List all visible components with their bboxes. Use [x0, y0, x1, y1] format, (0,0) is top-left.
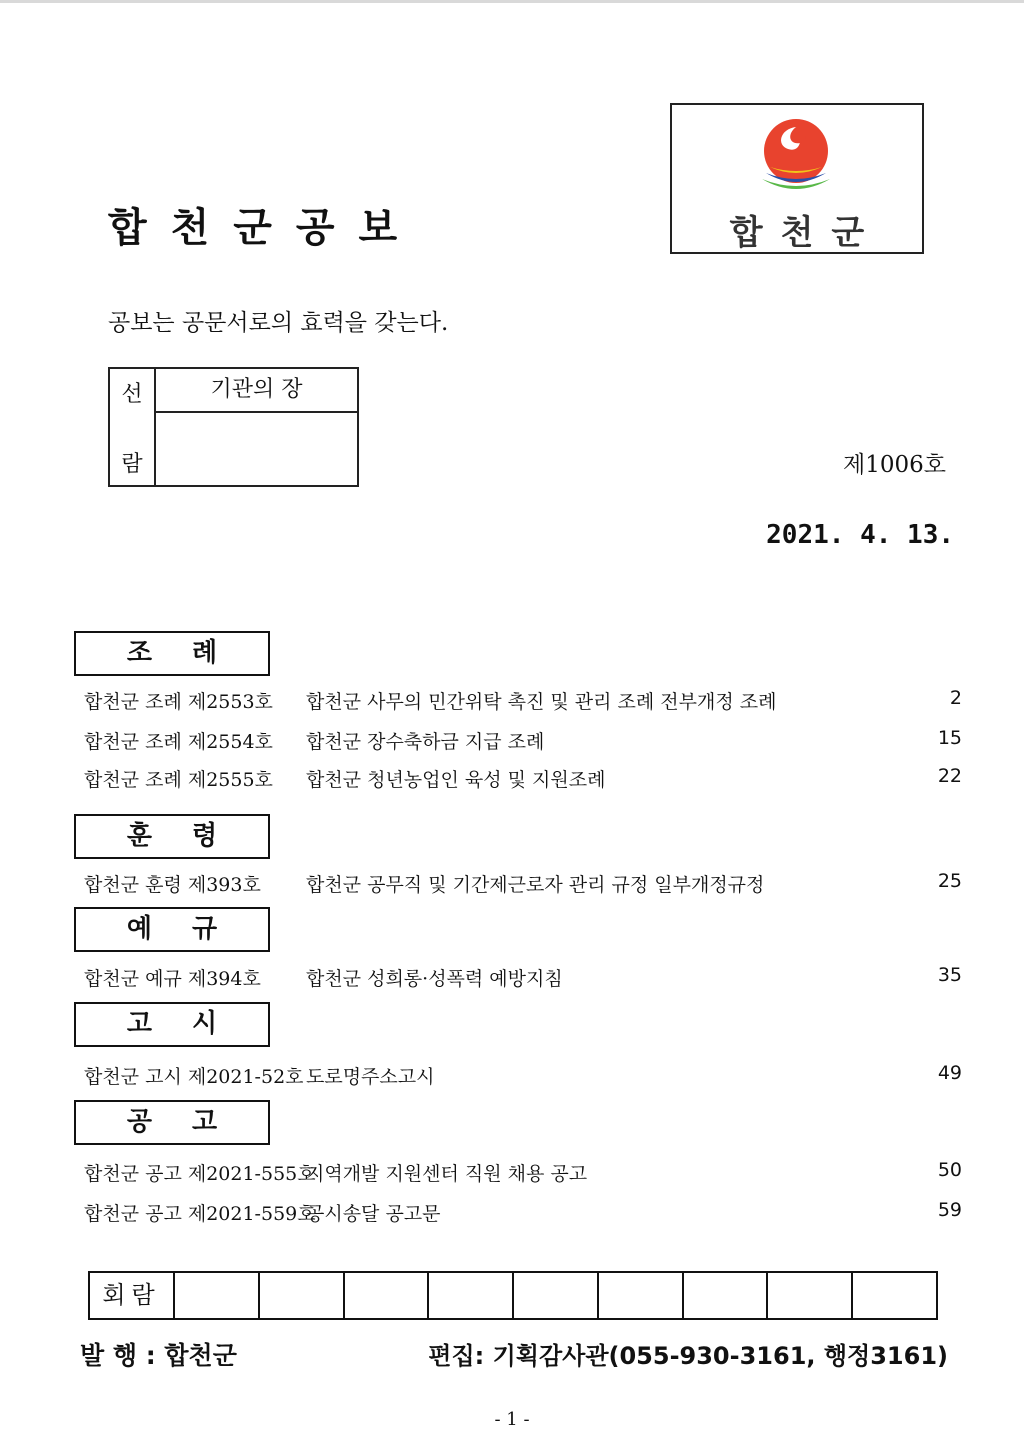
circulation-table — [88, 1271, 938, 1320]
section-header-rule: 예규 — [74, 907, 270, 952]
circulation-cell — [599, 1273, 684, 1318]
toc-entry[interactable] — [84, 1062, 962, 1090]
document-subtitle: 공보는 공문서로의 효력을 갖는다. — [108, 310, 449, 336]
entry-description: 합천군 성희롱·성폭력 예방지침 — [306, 968, 563, 990]
toc-entry[interactable] — [84, 727, 962, 755]
toc-entry[interactable] — [84, 1159, 962, 1187]
entry-page: 2 — [949, 687, 962, 709]
entry-code: 합천군 조례 제2553호 — [84, 691, 273, 713]
circulation-cell — [429, 1273, 514, 1318]
circulation-cell — [853, 1273, 936, 1318]
entry-code: 합천군 공고 제2021-559호 — [84, 1203, 316, 1225]
page-number: - 1 - — [494, 1409, 530, 1430]
toc-entry[interactable] — [84, 1199, 962, 1227]
review-header: 기관의 장 — [156, 369, 357, 413]
section-header-announcement: 공고 — [74, 1100, 270, 1145]
logo-text: 합천군 — [729, 213, 883, 253]
entry-page: 35 — [937, 964, 962, 986]
circulation-cell — [514, 1273, 599, 1318]
toc-entry[interactable] — [84, 870, 962, 898]
entry-code: 합천군 조례 제2554호 — [84, 731, 273, 753]
issue-date: 2021. 4. 13. — [766, 520, 954, 550]
publisher: 발 행 : 합천군 — [80, 1341, 237, 1370]
circulation-label: 회람 — [90, 1273, 175, 1318]
review-side-label — [110, 369, 156, 485]
circulation-cell — [260, 1273, 345, 1318]
circulation-cell — [345, 1273, 430, 1318]
entry-page: 22 — [937, 765, 962, 787]
entry-code: 합천군 고시 제2021-52호 — [84, 1066, 304, 1088]
entry-page: 49 — [937, 1062, 962, 1084]
circulation-cell — [175, 1273, 260, 1318]
editor-contact: 편집: 기획감사관(055-930-3161, 행정3161) — [428, 1342, 948, 1370]
entry-code: 합천군 조례 제2555호 — [84, 769, 273, 791]
entry-description: 합천군 공무직 및 기간제근로자 관리 규정 일부개정규정 — [306, 874, 765, 896]
document-title: 합천군공보 — [108, 205, 422, 251]
entry-page: 15 — [937, 727, 962, 749]
entry-description: 도로명주소고시 — [306, 1066, 435, 1088]
toc-entry[interactable] — [84, 687, 962, 715]
circulation-cell — [768, 1273, 853, 1318]
entry-page: 25 — [937, 870, 962, 892]
entry-description: 지역개발 지원센터 직원 채용 공고 — [306, 1163, 588, 1185]
toc-entry[interactable] — [84, 765, 962, 793]
section-header-ordinance: 조례 — [74, 631, 270, 676]
section-header-directive: 훈령 — [74, 814, 270, 859]
entry-description: 합천군 사무의 민간위탁 촉진 및 관리 조례 전부개정 조례 — [306, 691, 777, 713]
issue-number: 제1006호 — [843, 452, 946, 478]
county-logo — [670, 103, 924, 254]
entry-description: 합천군 청년농업인 육성 및 지원조례 — [306, 769, 606, 791]
toc-entry[interactable] — [84, 964, 962, 992]
entry-description: 합천군 장수축하금 지급 조례 — [306, 731, 545, 753]
circulation-cell — [684, 1273, 769, 1318]
top-border-line — [0, 0, 1024, 3]
entry-description: 공시송달 공고문 — [306, 1203, 441, 1225]
entry-code: 합천군 훈령 제393호 — [84, 874, 261, 896]
section-header-notification: 고시 — [74, 1002, 270, 1047]
county-emblem-icon — [756, 115, 836, 201]
review-side-top: 선 — [121, 382, 143, 407]
entry-page: 59 — [937, 1199, 962, 1221]
entry-code: 합천군 공고 제2021-555호 — [84, 1163, 316, 1185]
entry-code: 합천군 예규 제394호 — [84, 968, 261, 990]
entry-page: 50 — [937, 1159, 962, 1181]
review-table — [108, 367, 359, 487]
review-side-bottom: 람 — [121, 452, 143, 477]
